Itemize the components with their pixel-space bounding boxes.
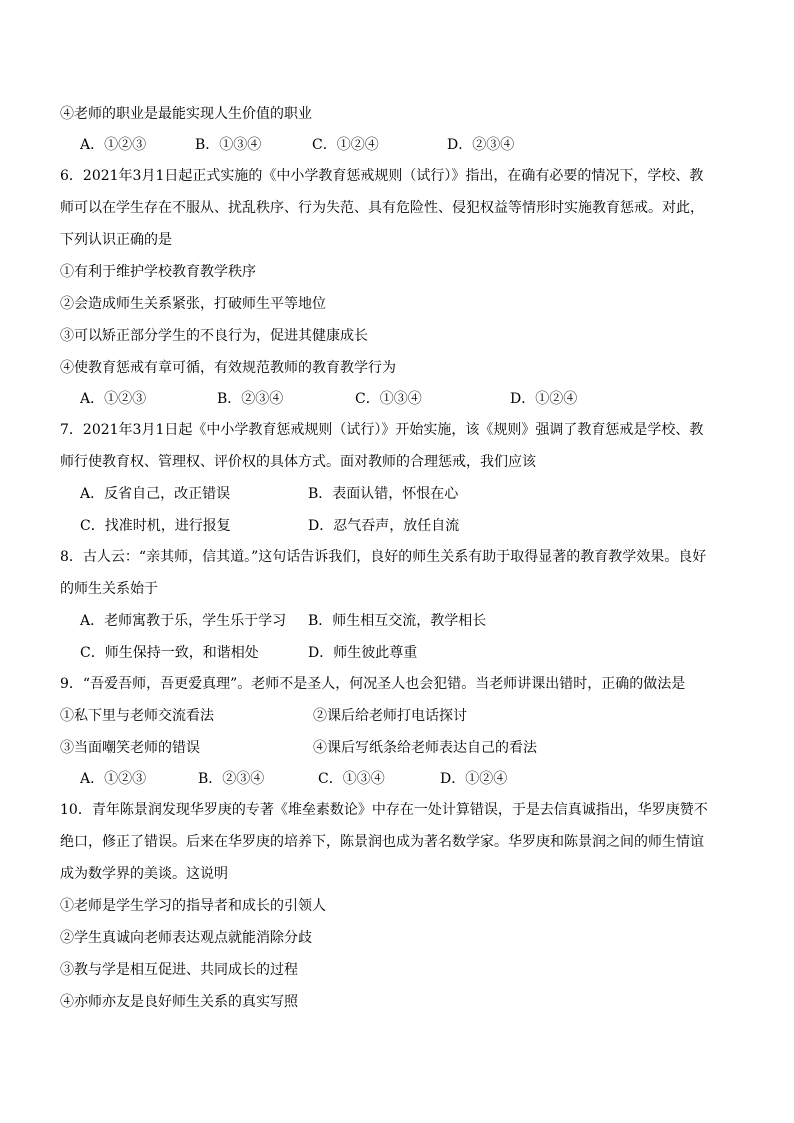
- q5-option-d[interactable]: D．②③④: [447, 137, 515, 153]
- q6-option-d[interactable]: D．①②④: [510, 391, 578, 407]
- q9-statement-4: ④课后写纸条给老师表达自己的看法: [313, 740, 537, 756]
- q10-statement-3: ③教与学是相互促进、共同成长的过程: [60, 962, 298, 978]
- q9-option-b[interactable]: B．②③④: [198, 771, 265, 787]
- q6-statement-2: ②会造成师生关系紧张，打破师生平等地位: [60, 296, 326, 312]
- q8-option-b[interactable]: B．师生相互交流，教学相长: [308, 613, 487, 629]
- q10-statement-2: ②学生真诚向老师表达观点就能消除分歧: [60, 930, 312, 946]
- q10-stem-line-2: 绝口，修正了错误。后来在华罗庚的培养下，陈景润也成为著名数学家。华罗庚和陈景润之间的师生情谊: [60, 834, 704, 850]
- q10-statement-1: ①老师是学生学习的指导者和成长的引领人: [60, 898, 326, 914]
- q9-stem-line-1: 9．“吾爱吾师，吾更爱真理”。老师不是圣人，何况圣人也会犯错。当老师讲课出错时，正确的做法是: [60, 676, 686, 692]
- q5-option-c[interactable]: C．①②④: [312, 137, 379, 153]
- q5-statement-4: ④老师的职业是最能实现人生价值的职业: [60, 106, 312, 122]
- q6-option-c[interactable]: C．①③④: [355, 391, 422, 407]
- q7-option-d[interactable]: D．忍气吞声，放任自流: [308, 518, 460, 534]
- q6-option-a[interactable]: A．①②③: [80, 391, 147, 407]
- q9-statement-1: ①私下里与老师交流看法: [60, 708, 214, 724]
- q6-option-b[interactable]: B．②③④: [217, 391, 284, 407]
- q10-stem-line-3: 成为数学界的美谈。这说明: [60, 866, 228, 882]
- q9-option-c[interactable]: C．①③④: [318, 771, 385, 787]
- q6-statement-3: ③可以矫正部分学生的不良行为，促进其健康成长: [60, 328, 368, 344]
- q9-statement-2: ②课后给老师打电话探讨: [313, 708, 467, 724]
- q5-option-b[interactable]: B．①③④: [195, 137, 262, 153]
- q9-option-a[interactable]: A．①②③: [80, 771, 147, 787]
- q6-statement-1: ①有利于维护学校教育教学秩序: [60, 264, 256, 280]
- q5-option-a[interactable]: A．①②③: [80, 137, 147, 153]
- q9-statement-3: ③当面嘲笑老师的错误: [60, 740, 200, 756]
- q6-stem-line-1: 6．2021年3月1日起正式实施的《中小学教育惩戒规则（试行）》指出，在确有必要的情况下，学校、教: [60, 168, 704, 184]
- q8-option-c[interactable]: C．师生保持一致，和谐相处: [80, 645, 259, 661]
- q8-option-a[interactable]: A．老师寓教于乐，学生乐于学习: [80, 613, 287, 629]
- q7-option-c[interactable]: C．找准时机，进行报复: [80, 518, 231, 534]
- q7-option-b[interactable]: B．表面认错，怀恨在心: [308, 486, 459, 502]
- q7-stem-line-2: 师行使教育权、管理权、评价权的具体方式。面对教师的合理惩戒，我们应该: [60, 454, 536, 470]
- q7-option-a[interactable]: A．反省自己，改正错误: [80, 486, 231, 502]
- q10-statement-4: ④亦师亦友是良好师生关系的真实写照: [60, 994, 298, 1010]
- q10-stem-line-1: 10．青年陈景润发现华罗庚的专著《堆垒素数论》中存在一处计算错误，于是去信真诚指出，华罗庚赞不: [60, 802, 708, 818]
- q6-stem-line-2: 师可以在学生存在不服从、扰乱秩序、行为失范、具有危险性、侵犯权益等情形时实施教育惩戒。对此，: [60, 200, 704, 216]
- q8-option-d[interactable]: D．师生彼此尊重: [308, 645, 418, 661]
- q8-stem-line-1: 8．古人云：“亲其师，信其道。”这句话告诉我们，良好的师生关系有助于取得显著的教育教学效果。良好: [60, 549, 707, 565]
- q7-stem-line-1: 7．2021年3月1日起《中小学教育惩戒规则（试行）》开始实施，该《规则》强调了教育惩戒是学校、教: [60, 422, 704, 438]
- q6-statement-4: ④使教育惩戒有章可循，有效规范教师的教育教学行为: [60, 360, 396, 376]
- q9-option-d[interactable]: D．①②④: [440, 771, 508, 787]
- q6-stem-line-3: 下列认识正确的是: [60, 232, 172, 248]
- q8-stem-line-2: 的师生关系始于: [60, 581, 158, 597]
